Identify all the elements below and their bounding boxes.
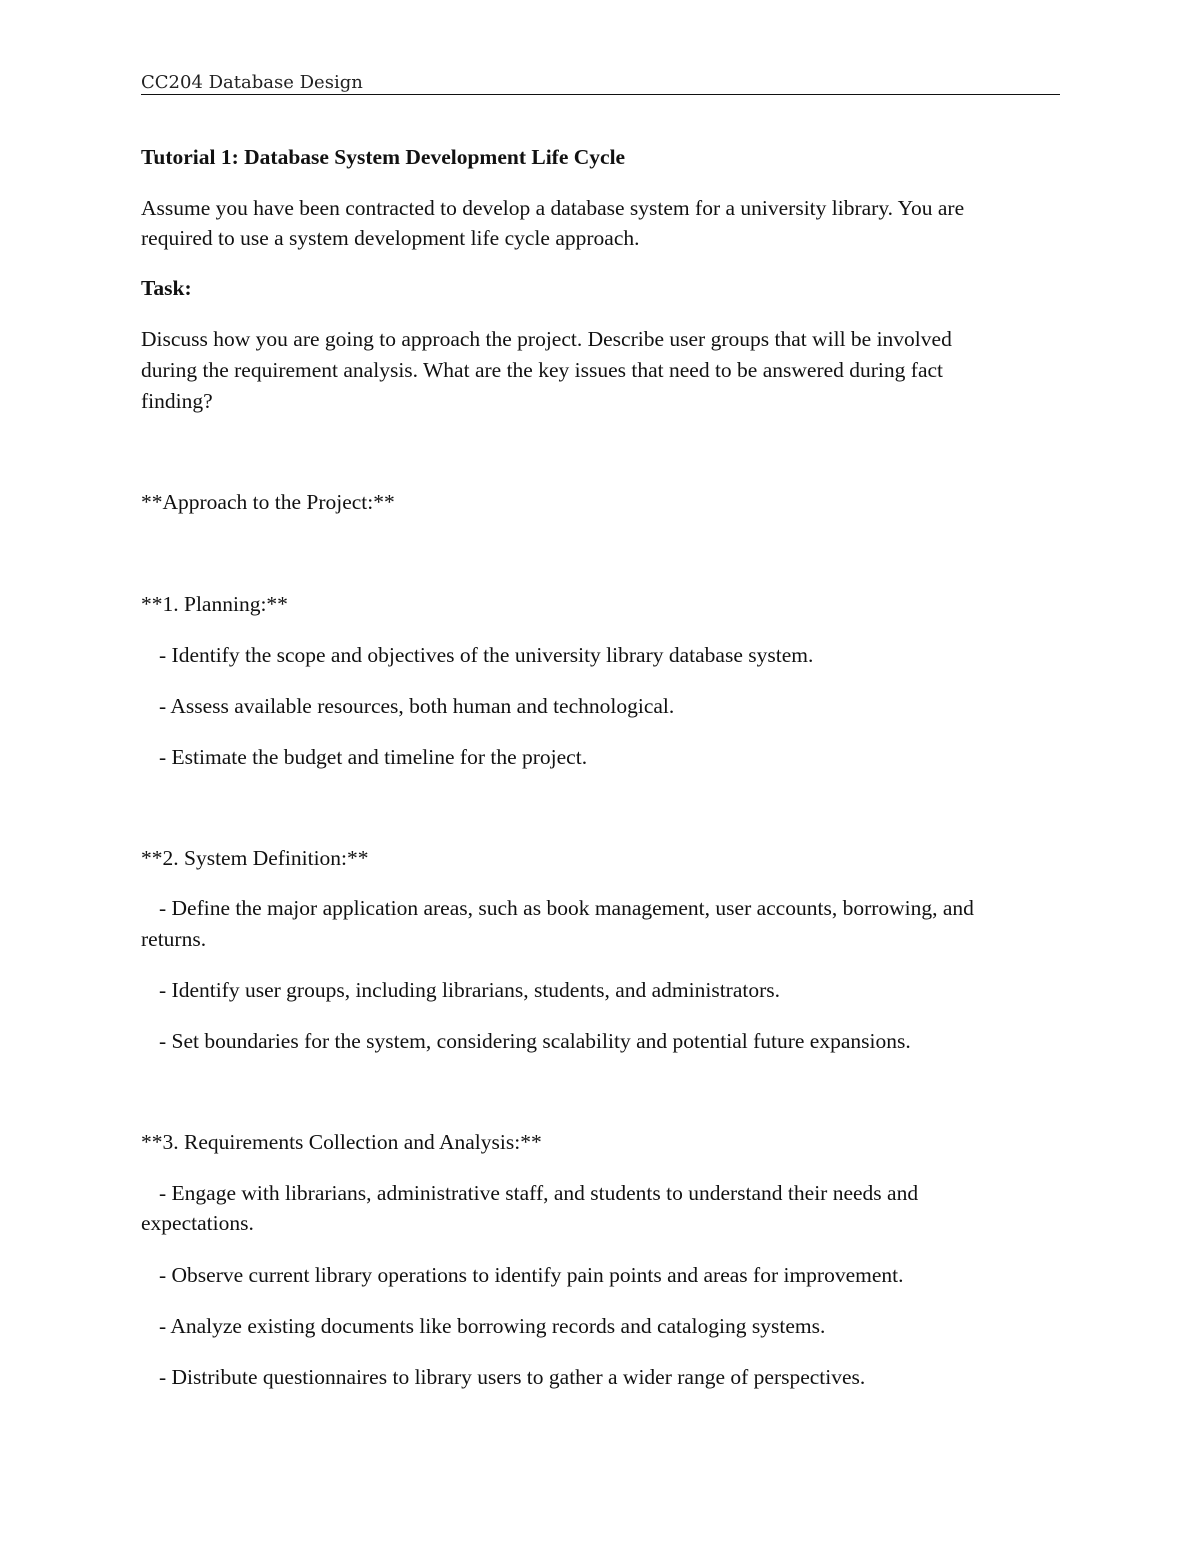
task-label: Task: (141, 276, 192, 300)
page-header: CC204 Database Design (141, 72, 1060, 95)
task-line-2: during the requirement analysis. What are the key issues that need to be answered during fact (141, 358, 943, 382)
task-line-1: Discuss how you are going to approach the project. Describe user groups that will be involved (141, 327, 952, 351)
document-title: Tutorial 1: Database System Development Life Cycle (141, 145, 626, 169)
document-page (141, 0, 1060, 1553)
intro-line-2: required to use a system development life cycle approach. (141, 226, 640, 250)
list-item: - Analyze existing documents like borrowing records and cataloging systems. (159, 1314, 826, 1338)
section-heading-requirements: **3. Requirements Collection and Analysis:** (141, 1130, 542, 1154)
task-line-3: finding? (141, 389, 213, 413)
list-item: - Assess available resources, both human and technological. (159, 694, 675, 718)
list-item: - Engage with librarians, administrative staff, and students to understand their needs and (159, 1181, 919, 1205)
list-item: - Distribute questionnaires to library users to gather a wider range of perspectives. (159, 1365, 866, 1389)
section-heading-system-definition: **2. System Definition:** (141, 846, 369, 870)
list-item-continuation: returns. (141, 927, 207, 951)
intro-line-1: Assume you have been contracted to develop a database system for a university library. You are (141, 196, 965, 220)
list-item: - Identify user groups, including librarians, students, and administrators. (159, 978, 780, 1002)
list-item: - Estimate the budget and timeline for the project. (159, 745, 588, 769)
list-item: - Identify the scope and objectives of the university library database system. (159, 643, 814, 667)
list-item: - Observe current library operations to identify pain points and areas for improvement. (159, 1263, 904, 1287)
list-item: - Define the major application areas, such as book management, user accounts, borrowing, and (159, 896, 974, 920)
list-item: - Set boundaries for the system, considering scalability and potential future expansions. (159, 1029, 911, 1053)
list-item-continuation: expectations. (141, 1211, 254, 1235)
approach-heading: **Approach to the Project:** (141, 490, 395, 514)
section-heading-planning: **1. Planning:** (141, 592, 288, 616)
